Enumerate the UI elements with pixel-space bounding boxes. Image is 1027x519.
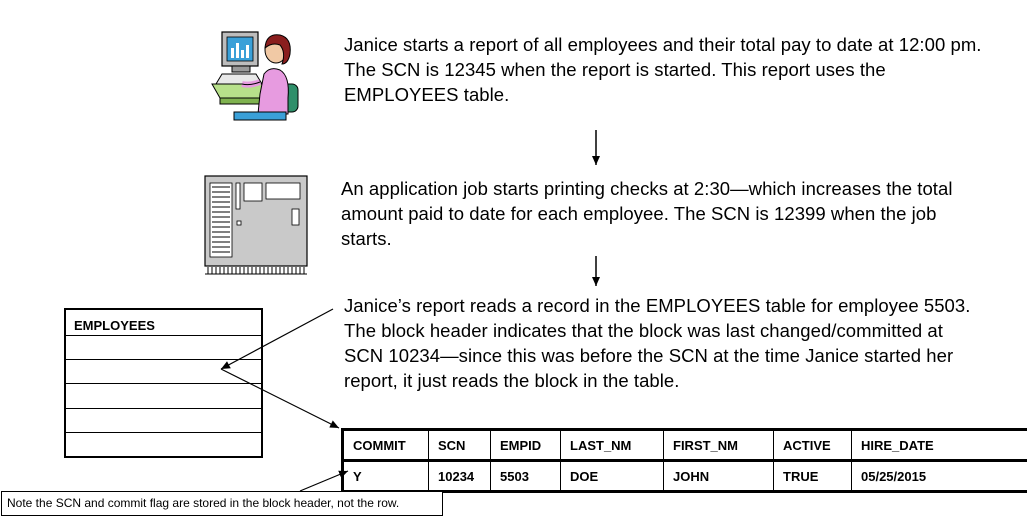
cell-last-nm: DOE [561,461,664,492]
record-header-row [343,430,1027,461]
block-header-note: Note the SCN and commit flag are stored in the block header, not the row. [1,491,443,516]
table-row-line [66,408,261,409]
record-data-row [343,461,1027,492]
table-row-line [66,432,261,433]
header-hire-date: HIRE_DATE [852,430,1027,461]
cell-hire-date: 05/25/2015 [852,461,1027,492]
table-row-line [66,383,261,384]
header-first-nm: FIRST_NM [664,430,774,461]
table-row-line [66,335,261,336]
header-scn: SCN [429,430,491,461]
header-commit: COMMIT [343,430,429,461]
cell-first-nm: JOHN [664,461,774,492]
cell-active: TRUE [774,461,852,492]
step-2-text: An application job starts printing checks at 2:30—which increases the total amount paid to date for each employee. The SCN is 12399 when the job starts. [341,178,953,249]
header-empid: EMPID [491,430,561,461]
header-last-nm: LAST_NM [561,430,664,461]
cell-scn: 10234 [429,461,491,492]
cell-commit: Y [343,461,429,492]
table-row-line [66,359,261,360]
step-3-text: Janice’s report reads a record in the EMPLOYEES table for employee 5503. The block header indicates that the block was last changed/committed at SCN 10234—since this was before the SCN at the time Janice started her report, it just reads the block in the table. [344,295,971,391]
record-table [341,428,1027,493]
step-1-text: Janice starts a report of all employees and their total pay to date at 12:00 pm. The SCN is 12345 when the report is started. This report uses the EMPLOYEES table. [344,34,982,105]
employees-table-title: EMPLOYEES [74,318,155,333]
header-active: ACTIVE [774,430,852,461]
employees-table-icon [64,308,263,458]
cell-empid: 5503 [491,461,561,492]
